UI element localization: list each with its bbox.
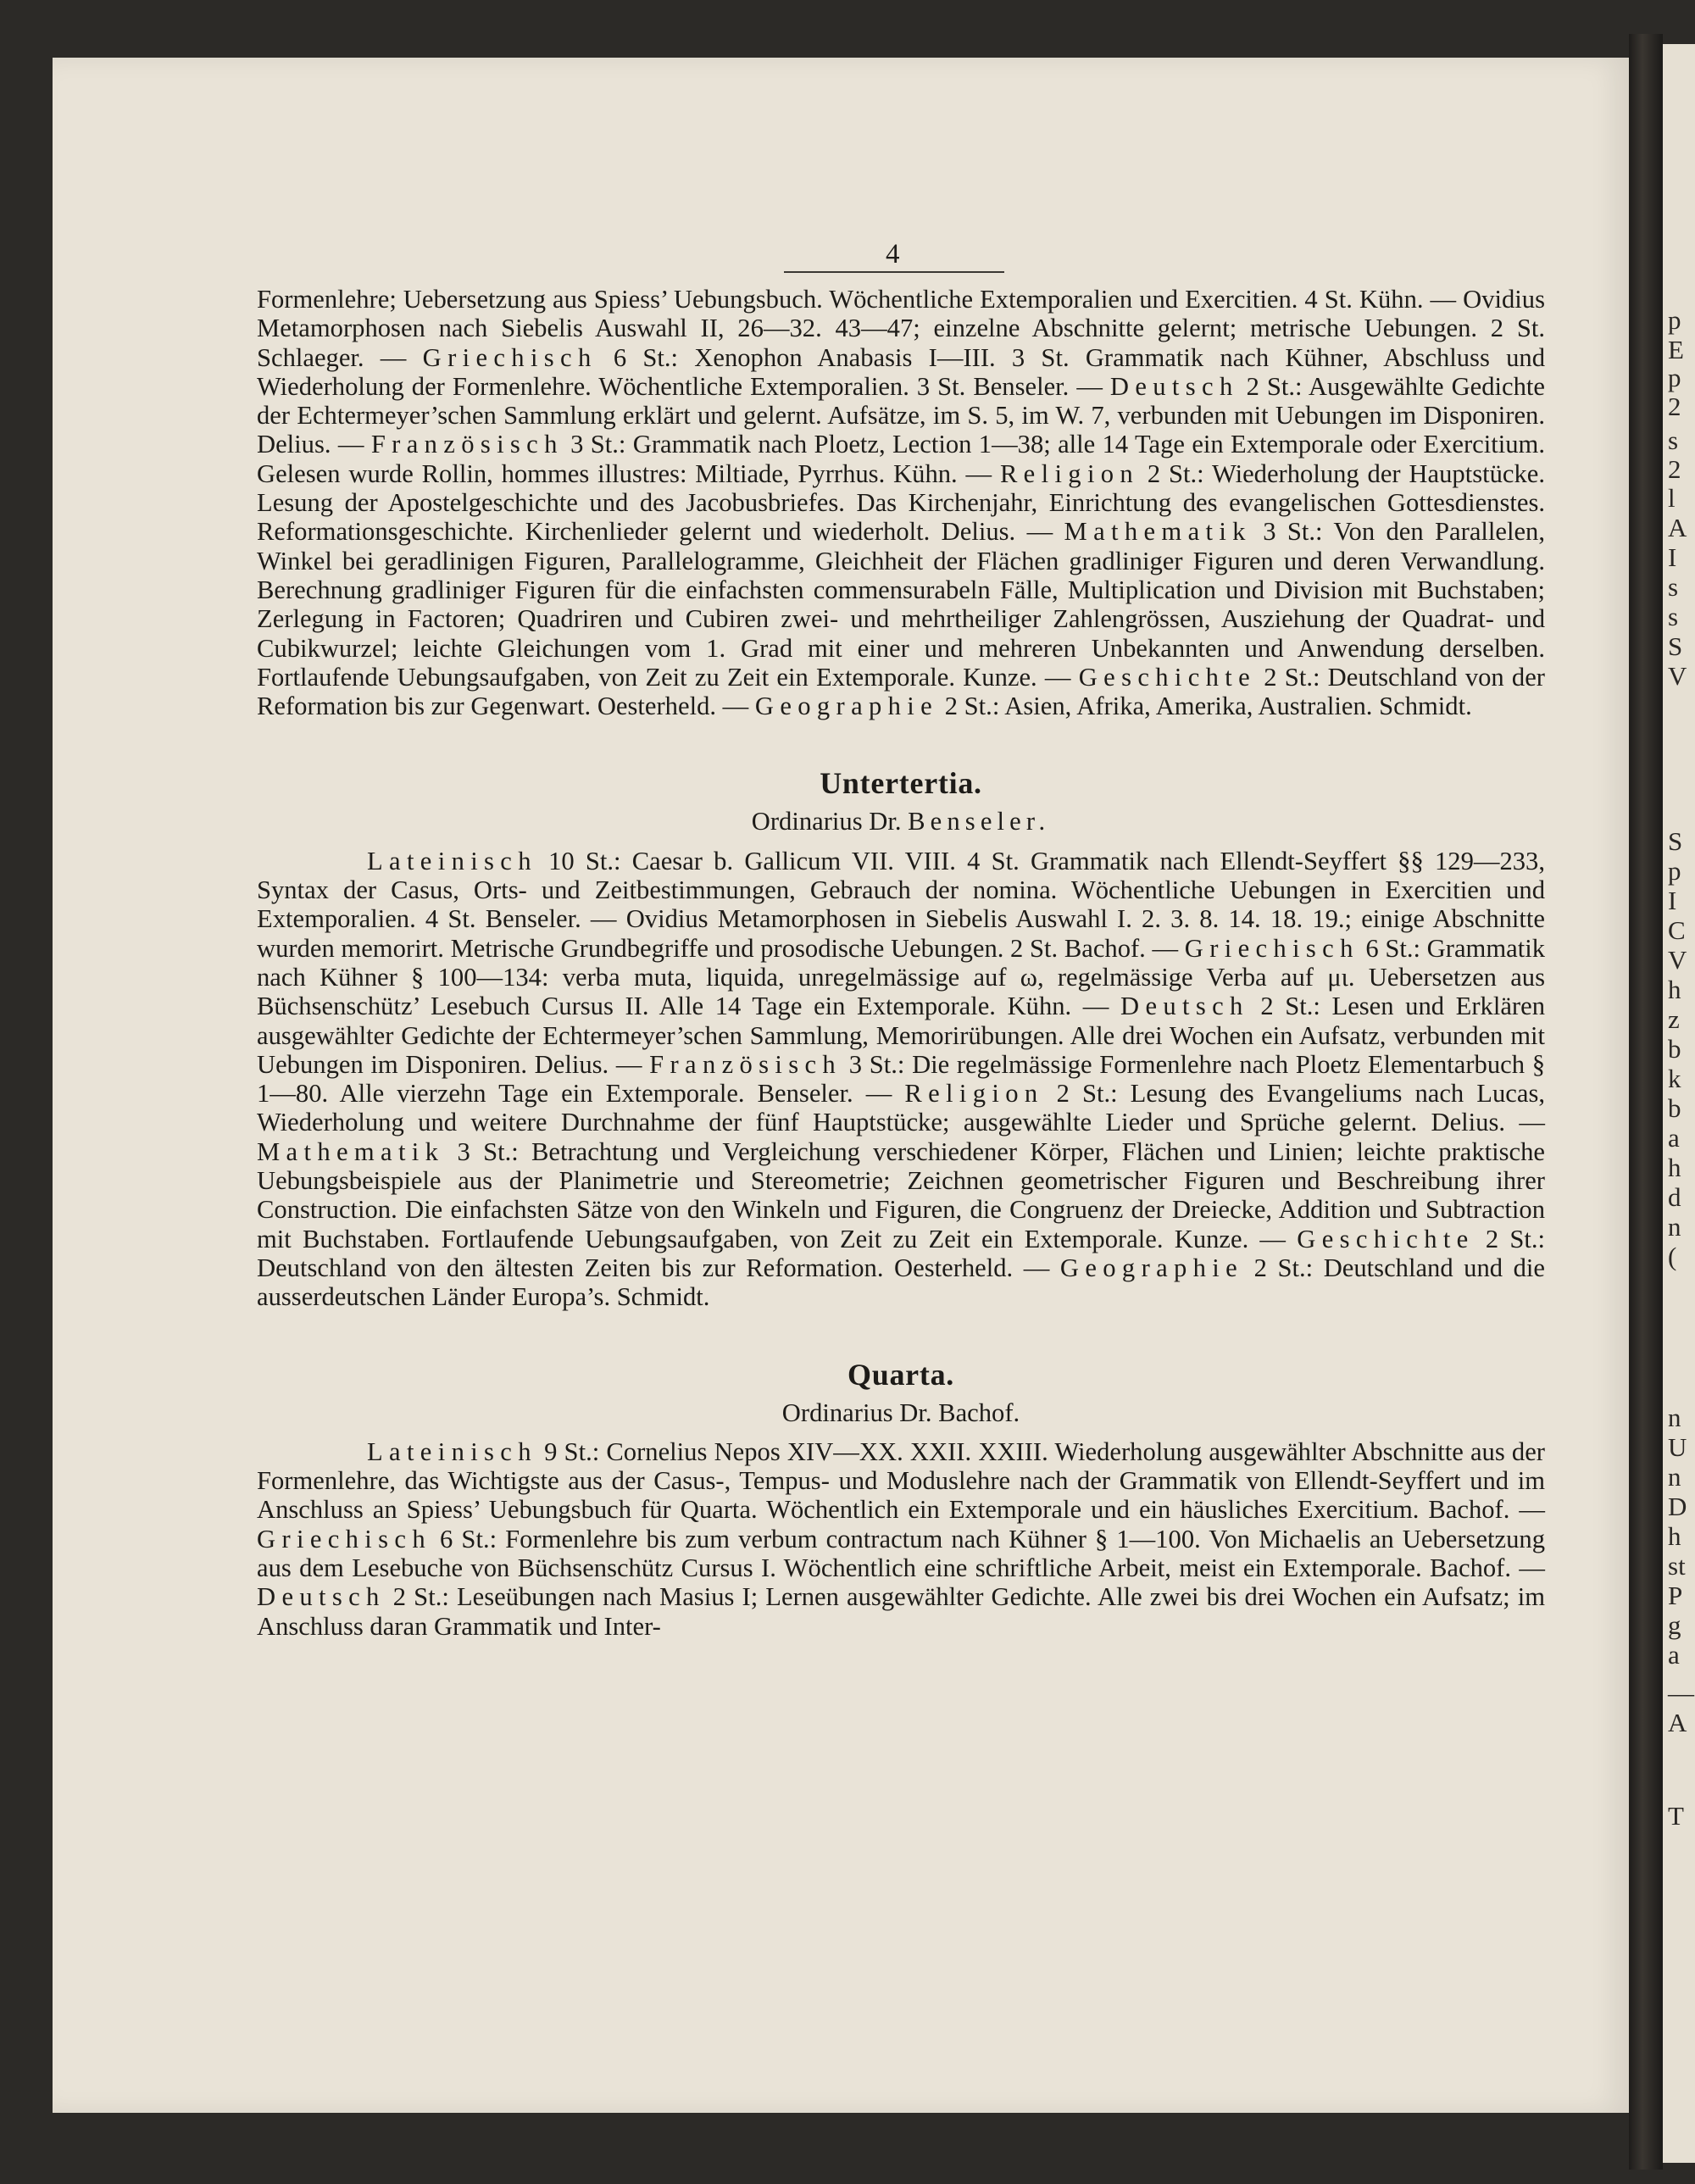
adjacent-page-fragment: V — [1668, 661, 1687, 691]
section-heading-untertertia: Untertertia. — [820, 766, 982, 801]
adjacent-page-fragment: A — [1668, 1708, 1687, 1737]
ordinarius-quarta: Ordinarius Dr. Bachof. — [781, 1398, 1020, 1427]
adjacent-page-fragment: S — [1668, 631, 1683, 661]
adjacent-page-fragment: s — [1668, 572, 1679, 602]
adjacent-page-edge — [1663, 44, 1695, 2163]
subject-mathematik: Mathematik — [1064, 517, 1252, 547]
adjacent-page-fragment: b — [1668, 1034, 1681, 1064]
subject-griechisch: Griechisch — [1184, 933, 1359, 963]
adjacent-page-fragment: 2 — [1668, 454, 1681, 484]
subject-deutsch: Deutsch — [1109, 371, 1239, 401]
adjacent-page-fragment: h — [1668, 1521, 1681, 1551]
subject-franzoesisch: Französisch — [370, 430, 564, 459]
subject-geschichte: Geschichte — [1297, 1224, 1475, 1253]
adjacent-page-fragment: h — [1668, 975, 1681, 1004]
header-rule — [784, 271, 1004, 273]
page-content — [257, 285, 1545, 1641]
subject-deutsch: Deutsch — [1120, 992, 1249, 1021]
adjacent-page-fragment: n — [1668, 1462, 1681, 1492]
adjacent-page-fragment: d — [1668, 1182, 1681, 1212]
page-number: 4 — [886, 239, 900, 270]
adjacent-page-fragment: s — [1668, 425, 1679, 455]
obertertia-continued-paragraph: Formenlehre; Uebersetzung aus Spiess’ Uebungsbuch. Wöchentliche Extemporalien und Exercitien. 4 St. Kühn. — Ovidius Metamorphosen nach Siebelis Auswahl II, 26—32. 43—47; einzelne Abschnitte gelernt; metrische Uebungen. 2 St. Schlaeger. — Griechisch 6 St.: Xenophon Anabasis I—III. 3 St. Grammatik nach Kühner, Abschluss und Wiederholung der Formenlehre. Wöchentliche Extemporalien. 3 St. Benseler. — Deutsch 2 St.: Ausgewählte Gedichte der Echtermeyer’schen Sammlung erklärt und gelernt. Aufsätze, im S. 5, im W. 7, verbunden mit Uebungen im Disponiren. Delius. — Französisch 3 St.: Grammatik nach Ploetz, Lection 1—38; alle 14 Tage ein Extemporale oder Exercitium. Gelesen wurde Rollin, hommes illustres: Miltiade, Pyrrhus. Kühn. — Religion 2 St.: Wiederholung der Hauptstücke. Lesung der Apostelgeschichte und des Jacobusbriefes. Das Kirchenjahr, Einrichtung des evangelischen Gottesdienstes. Reformationsgeschichte. Kirchenlieder gelernt und wiederholt. Delius. — Mathematik 3 St.: Von den Parallelen, Winkel bei geradlinigen Figuren, Parallelogramme, Gleichheit der Flächen gradliniger Figuren und deren Verwandlung. Berechnung gradliniger Figuren für die einfachsten commensurabeln Fälle, Multiplication und Division mit Buchstaben; Zerlegung in Factoren; Quadriren und Cubiren zwei- und mehrtheiliger Zahlengrössen, Ausziehung der Quadrat- und Cubikwurzel; leichte Gleichungen vom 1. Grad mit einer und mehreren Unbekannten und Anwendung derselben. Fortlaufende Uebungsaufgaben, von Zeit zu Zeit ein Extemporale. Kunze. — Geschichte 2 St.: Deutschland von der Reformation bis zur Gegenwart. Oesterheld. — Geographie 2 St.: Asien, Afrika, Amerika, Australien. Schmidt. — [257, 285, 1546, 721]
adjacent-page-fragment: C — [1668, 915, 1686, 945]
subject-geographie: Geographie — [1059, 1253, 1244, 1282]
book-spine — [1629, 34, 1663, 2170]
adjacent-page-fragment: l — [1668, 483, 1676, 513]
adjacent-page-fragment: k — [1668, 1064, 1681, 1093]
adjacent-page-fragment: st — [1668, 1551, 1686, 1581]
subject-lateinisch: Lateinisch — [367, 1437, 537, 1466]
subject-geographie: Geographie — [754, 692, 939, 721]
adjacent-page-fragment: ( — [1668, 1242, 1677, 1271]
adjacent-page-fragment: s — [1668, 602, 1679, 631]
adjacent-page-fragment: I — [1668, 886, 1677, 915]
adjacent-page-fragment: 2 — [1668, 392, 1681, 421]
subject-geschichte: Geschichte — [1078, 662, 1257, 692]
adjacent-page-fragment: — — [1668, 1678, 1694, 1708]
subject-griechisch: Griechisch — [422, 342, 597, 372]
adjacent-page-fragment: a — [1668, 1123, 1680, 1153]
subject-lateinisch: Lateinisch — [367, 846, 537, 875]
adjacent-page-fragment: n — [1668, 1212, 1681, 1242]
untertertia-paragraph: Lateinisch 10 St.: Caesar b. Gallicum VII. VIII. 4 St. Grammatik nach Ellendt-Seyffert §§ 129—233, Syntax der Casus, Orts- und Zeitbestimmungen, Gebrauch der nomina. Wöchentliche Uebungen in Exercitien und Extemporalien. 4 St. Benseler. — Ovidius Metamorphosen in Siebelis Auswahl I. 2. 3. 8. 14. 18. 19.; einige Abschnitte wurden memorirt. Metrische Grundbegriffe und prosodische Uebungen. 2 St. Bachof. — Griechisch 6 St.: Grammatik nach Kühner § 100—134: verba muta, liquida, unregelmässige auf ω, regelmässige Verba auf μι. Uebersetzen aus Büchsenschütz’ Lesebuch Cursus II. Alle 14 Tage ein Extemporale. Kühn. — Deutsch 2 St.: Lesen und Erklären ausgewählter Gedichte der Echtermeyer’schen Sammlung, Memorirübungen. Alle drei Wochen ein Aufsatz, verbunden mit Uebungen im Disponiren. Delius. — Französisch 3 St.: Die regelmässige Formenlehre nach Ploetz Elementarbuch § 1—80. Alle vierzehn Tage ein Extemporale. Benseler. — Religion 2 St.: Lesung des Evangeliums nach Lucas, Wiederholung und weitere Durchnahme der fünf Hauptstücke; ausgewählte Lieder und Sprüche gelernt. Delius. — Mathematik 3 St.: Betrachtung und Vergleichung verschiedener Körper, Flächen und Linien; leichte praktische Uebungsbeispiele aus der Planimetrie und Stereometrie; Zeichnen geometrischer Figuren und Beschreibung ihrer Construction. Die einfachsten Sätze von den Winkeln und Figuren, die Congruenz der Dreiecke, Addition und Subtraction mit Buchstaben. Fortlaufende Uebungsaufgaben, von Zeit zu Zeit ein Extemporale. Kunze. — Geschichte 2 St.: Deutschland von den ältesten Zeiten bis zur Reformation. Oesterheld. — Geographie 2 St.: Deutschland und die ausserdeutschen Länder Europa’s. Schmidt. — [257, 846, 1546, 1312]
adjacent-page-fragment: I — [1668, 542, 1677, 572]
subject-religion: Religion — [999, 458, 1140, 488]
subject-deutsch: Deutsch — [257, 1582, 386, 1612]
adjacent-page-fragment: V — [1668, 945, 1687, 975]
subject-franzoesisch: Französisch — [649, 1049, 842, 1079]
quarta-paragraph: Lateinisch 9 St.: Cornelius Nepos XIV—XX. XXII. XXIII. Wiederholung ausgewählter Abschnitte aus der Formenlehre, das Wichtigste aus der Casus-, Tempus- und Moduslehre nach der Grammatik von Ellendt-Seyffert und im Anschluss an Spiess’ Uebungsbuch für Quarta. Wöchentlich ein Extemporale und ein häusliches Exercitium. Bachof. — Griechisch 6 St.: Formenlehre bis zum verbum contractum nach Kühner § 1—100. Von Michaelis an Uebersetzung aus dem Lesebuche von Büchsenschütz Cursus I. Wöchentlich eine schriftliche Arbeit, meist ein Extemporale. Bachof. — Deutsch 2 St.: Leseübungen nach Masius I; Lernen ausgewählter Gedichte. Alle zwei bis drei Wochen ein Aufsatz; im Anschluss daran Grammatik und Inter- — [257, 1437, 1545, 1641]
adjacent-page-fragment: p — [1668, 363, 1681, 392]
adjacent-page-fragment: D — [1668, 1492, 1687, 1521]
adjacent-page-fragment: h — [1668, 1153, 1681, 1182]
adjacent-page-fragment: T — [1668, 1801, 1684, 1831]
adjacent-page-fragment: U — [1668, 1432, 1687, 1462]
adjacent-page-fragment: p — [1668, 305, 1681, 335]
adjacent-page-fragment: p — [1668, 856, 1681, 886]
ordinarius-untertertia: Ordinarius Dr. Benseler. — [751, 807, 1051, 836]
adjacent-page-fragment: P — [1668, 1581, 1683, 1610]
adjacent-page-fragment: A — [1668, 513, 1687, 542]
adjacent-page-fragment: E — [1668, 335, 1684, 364]
subject-griechisch: Griechisch — [257, 1524, 431, 1553]
adjacent-page-fragment: S — [1668, 826, 1683, 856]
adjacent-page-fragment: a — [1668, 1640, 1680, 1670]
subject-religion: Religion — [904, 1079, 1044, 1109]
adjacent-page-fragment: b — [1668, 1093, 1681, 1123]
section-heading-quarta: Quarta. — [847, 1357, 955, 1392]
adjacent-page-fragment: z — [1668, 1004, 1680, 1034]
adjacent-page-fragment: g — [1668, 1610, 1681, 1640]
subject-mathematik: Mathematik — [257, 1136, 445, 1166]
adjacent-page-fragment: n — [1668, 1403, 1681, 1432]
